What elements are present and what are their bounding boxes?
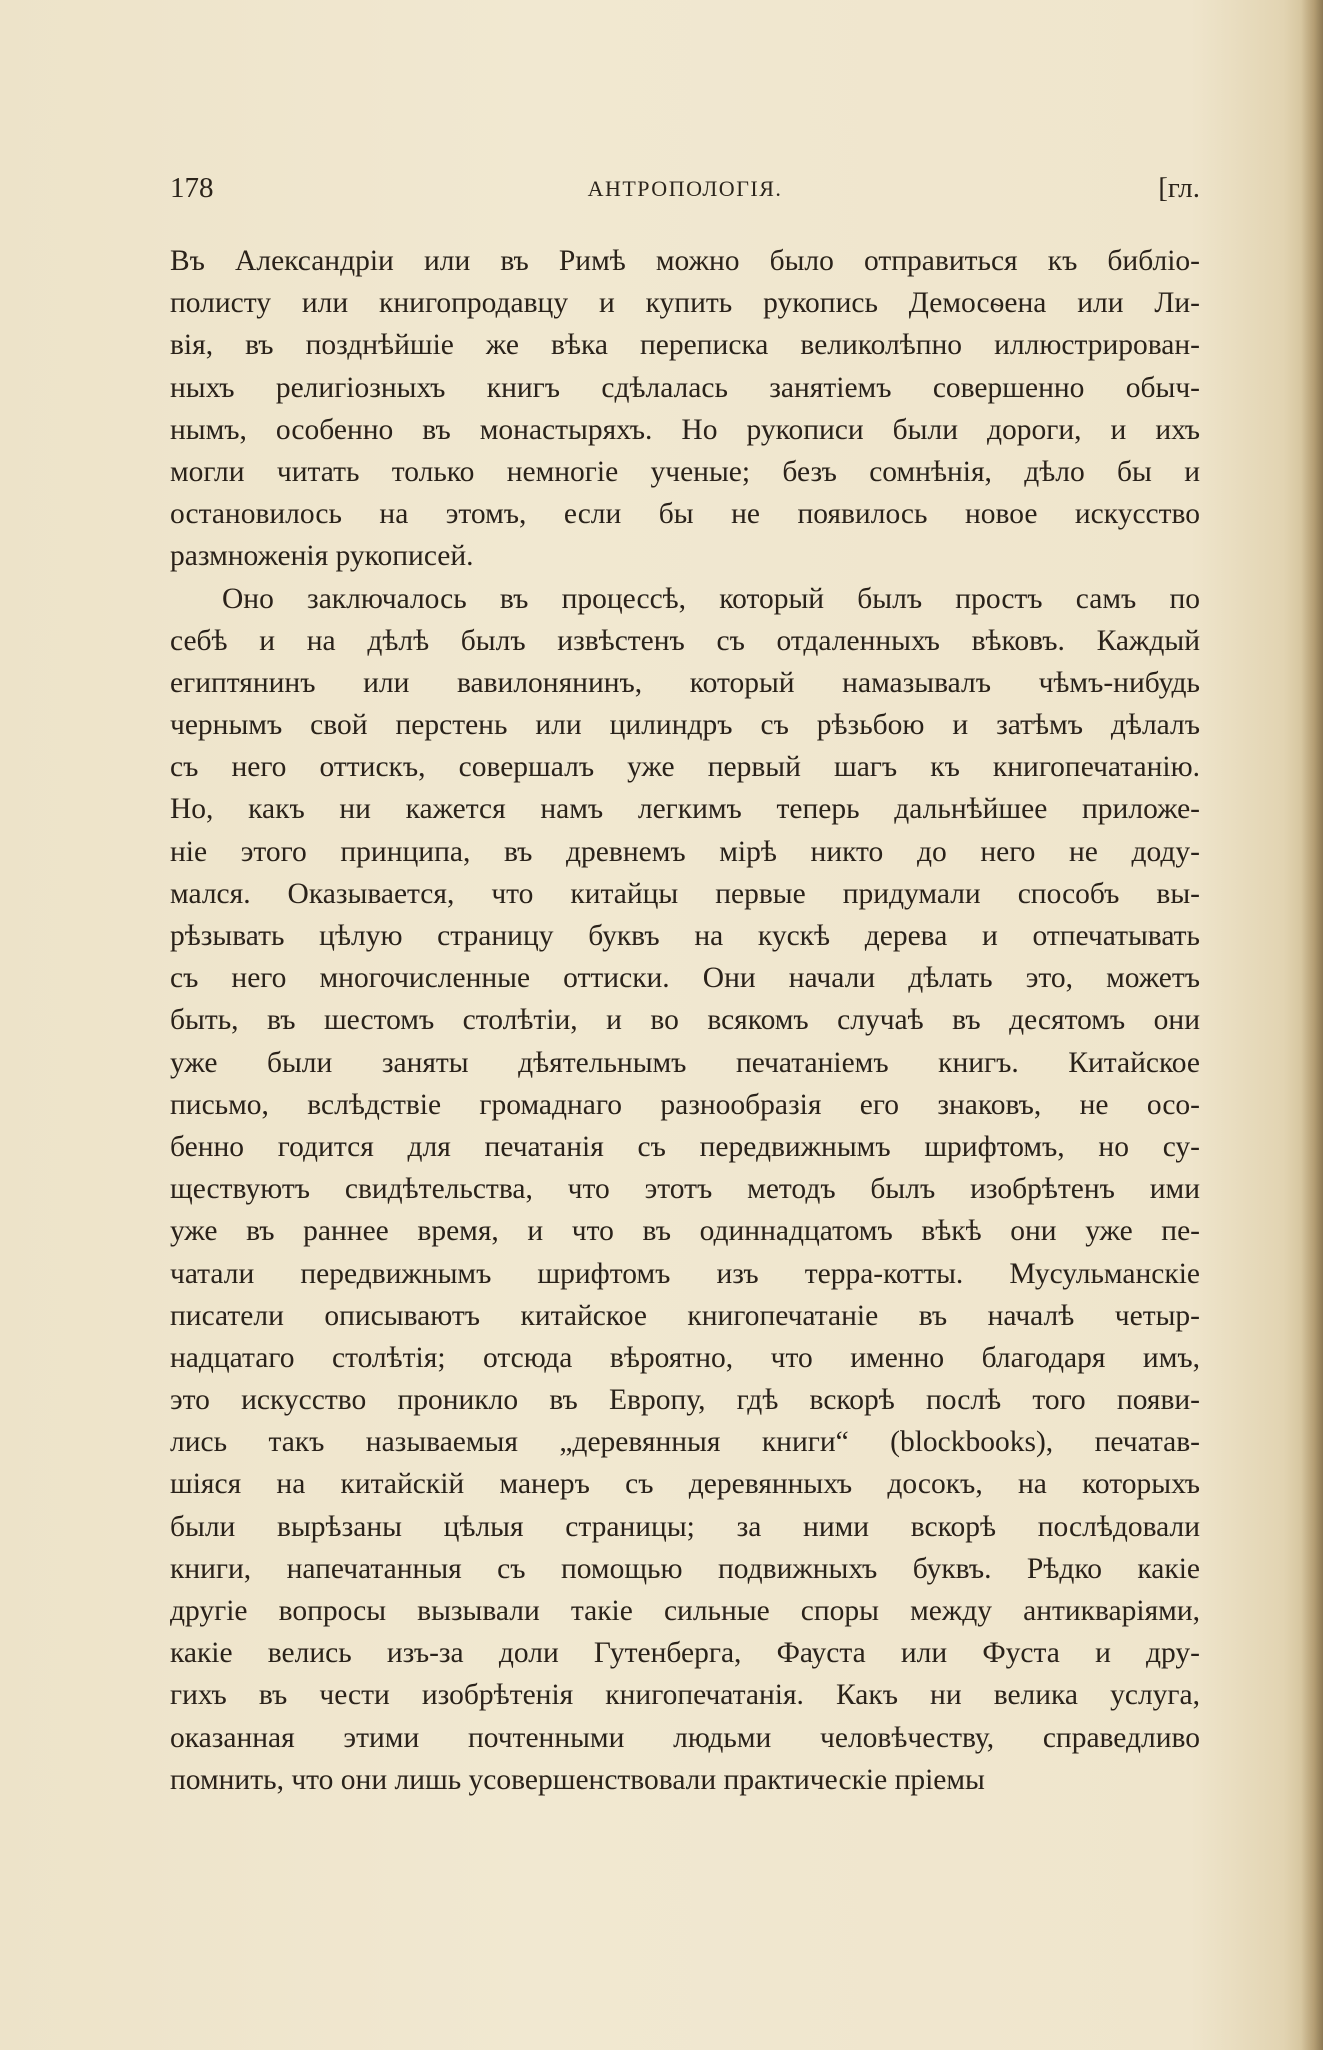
text-line: были вырѣзаны цѣлыя страницы; за ними вскорѣ послѣдовали (170, 1510, 1200, 1543)
text-line: чатали передвижнымъ шрифтомъ изъ терра-котты. Мусульманскiе (170, 1257, 1200, 1290)
text-line: гихъ въ чести изобрѣтенiя книгопечатанiя. Какъ ни велика услуга, (170, 1679, 1200, 1712)
text-line: письмо, вслѣдствiе громаднаго разнообразiя его знаковъ, не осо- (170, 1088, 1200, 1121)
text-line: египтянинъ или вавилонянинъ, который намазывалъ чѣмъ-нибудь (170, 666, 1200, 699)
text-line: другiе вопросы вызывали такiе сильные споры между антикварiями, (170, 1595, 1200, 1627)
page-edge-shadow (1301, 0, 1323, 2050)
page-header (170, 170, 1200, 210)
text-line: размноженiя рукописей. (170, 540, 474, 573)
text-line: бенно годится для печатанiя съ передвижнымъ шрифтомъ, но су- (170, 1130, 1200, 1163)
text-line: лись такъ называемыя „деревянныя книги“ (blockbooks), печатав- (170, 1426, 1200, 1459)
text-line: себѣ и на дѣлѣ былъ извѣстенъ съ отдаленныхъ вѣковъ. Каждый (170, 624, 1200, 657)
text-line: книги, напечатанныя съ помощью подвижныхъ буквъ. Рѣдко какiе (170, 1552, 1200, 1585)
paragraph (170, 240, 1200, 578)
text-line: ществуютъ свидѣтельства, что этотъ методъ былъ изобрѣтенъ ими (170, 1173, 1200, 1206)
text-line: нымъ, особенно въ монастыряхъ. Но рукописи были дороги, и ихъ (170, 413, 1200, 446)
text-line: уже были заняты дѣятельнымъ печатанiемъ книгъ. Китайское (170, 1046, 1200, 1079)
text-line: вiя, въ позднѣйшiе же вѣка переписка великолѣпно иллюстрирован- (170, 329, 1200, 362)
body-text (170, 240, 1200, 1801)
running-title: АНТРОПОЛОГIЯ. (587, 176, 783, 201)
text-line: шiяся на китайскiй манеръ съ деревянныхъ досокъ, на которыхъ (170, 1468, 1200, 1501)
text-line: рѣзывать цѣлую страницу буквъ на кускѣ дерева и отпечатывать (170, 920, 1200, 952)
text-line: помнить, что они лишь усовершенствовали практическiе прiемы (170, 1763, 985, 1796)
text-line: это искусство проникло въ Европу, гдѣ вскорѣ послѣ того появи- (170, 1384, 1200, 1417)
text-line: нiе этого принципа, въ древнемъ мiрѣ никто до него не доду- (170, 835, 1200, 868)
text-line: ныхъ религiозныхъ книгъ сдѣлалась занятiемъ совершенно обыч- (170, 371, 1200, 404)
text-line: Въ Александрiи или въ Римѣ можно было отправиться къ библiо- (170, 245, 1200, 277)
text-line: быть, въ шестомъ столѣтiи, и во всякомъ случаѣ въ десятомъ они (170, 1004, 1200, 1037)
text-line: мался. Оказывается, что китайцы первые придумали способъ вы- (170, 877, 1200, 910)
text-line: полисту или книгопродавцу и купить рукопись Демосѳена или Ли- (170, 287, 1200, 320)
text-line: Оно заключалось въ процессѣ, который былъ простъ самъ по (222, 582, 1200, 615)
text-line: могли читать только немногiе ученые; безъ сомнѣнiя, дѣло бы и (170, 455, 1200, 488)
text-line: Но, какъ ни кажется намъ легкимъ теперь дальнѣйшее приложе- (170, 793, 1200, 826)
text-line: оказанная этими почтенными людьми человѣчеству, справедливо (170, 1721, 1200, 1754)
text-line: чернымъ свой перстень или цилиндръ съ рѣзьбою и затѣмъ дѣлалъ (170, 709, 1200, 742)
text-line: писатели описываютъ китайское книгопечатанiе въ началѣ четыр- (170, 1299, 1200, 1332)
text-line: остановилось на этомъ, если бы не появилось новое искусство (170, 498, 1200, 531)
text-line: съ него оттискъ, совершалъ уже первый шагъ къ книгопечатанiю. (170, 751, 1200, 784)
text-line: надцатаго столѣтiя; отсюда вѣроятно, что именно благодаря имъ, (170, 1341, 1200, 1374)
paragraph (170, 578, 1200, 1801)
section-mark: [гл. (1158, 172, 1200, 204)
text-line: какiе велись изъ-за доли Гутенберга, Фауста или Фуста и дру- (170, 1637, 1200, 1670)
text-line: съ него многочисленные оттиски. Они начали дѣлать это, можетъ (170, 962, 1200, 995)
page-number: 178 (170, 172, 214, 204)
text-line: уже въ раннее время, и что въ одиннадцатомъ вѣкѣ они уже пе- (170, 1215, 1200, 1248)
